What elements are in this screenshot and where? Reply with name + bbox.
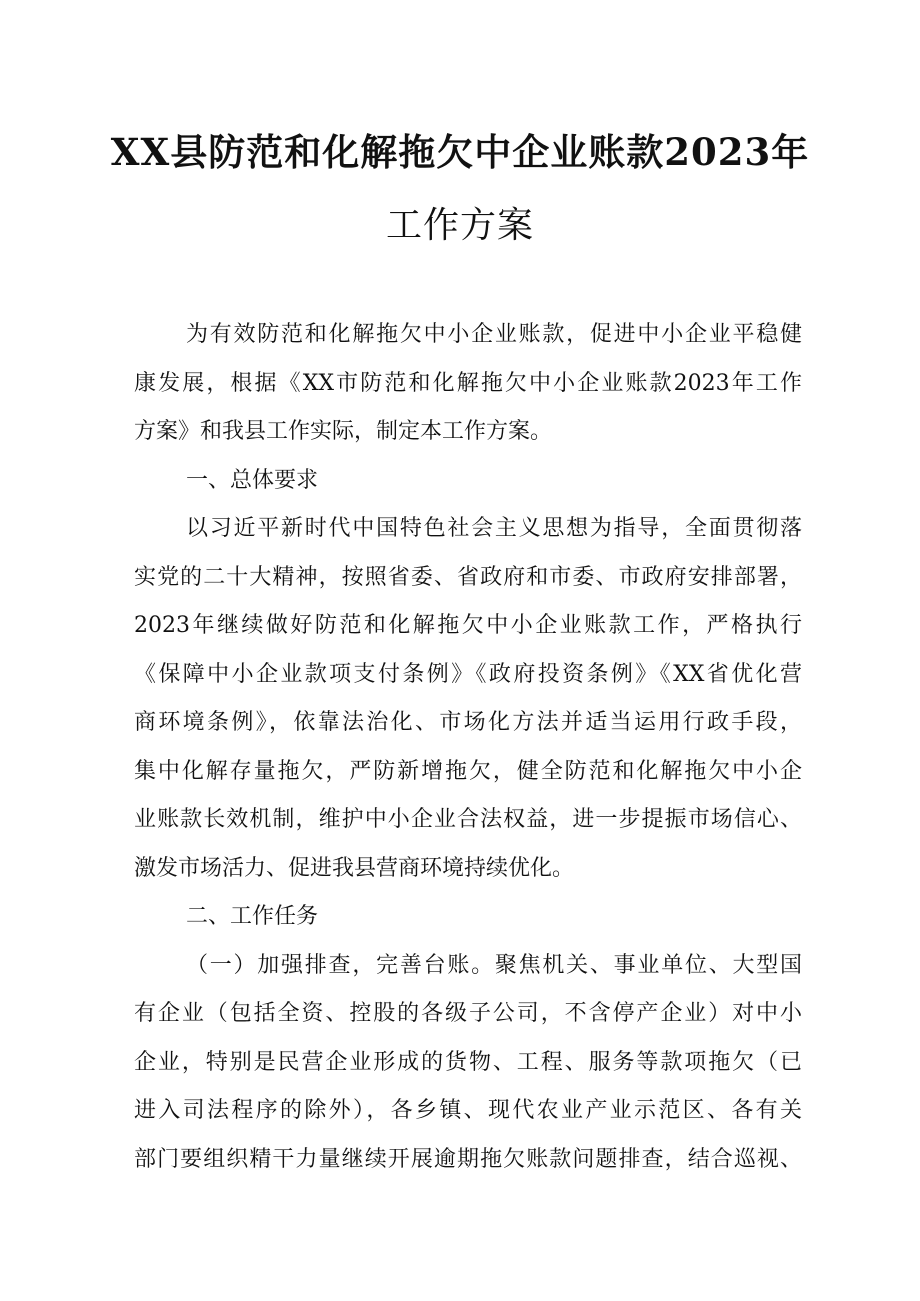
paragraph-2-line-5: 商环境条例》，依靠法治化、市场化方法并适当运用行政手段， bbox=[134, 710, 802, 735]
paragraph-3-line-4: 进入司法程序的除外），各乡镇、现代农业产业示范区、各有关 bbox=[134, 1098, 802, 1123]
paragraph-3-line-3: 企业，特别是民营企业形成的货物、工程、服务等款项拖欠（已 bbox=[134, 1049, 802, 1075]
paragraph-2-line-2: 实党的二十大精神，按照省委、省政府和市委、市政府安排部署， bbox=[134, 564, 802, 590]
paragraph-1-line-2: 康发展，根据《XX市防范和化解拖欠中小企业账款2023年工作 bbox=[134, 370, 802, 396]
section-heading-2: 二、工作任务 bbox=[186, 904, 319, 929]
paragraph-2-line-6: 集中化解存量拖欠，严防新增拖欠，健全防范和化解拖欠中小企 bbox=[134, 758, 802, 784]
section-heading-1: 一、总体要求 bbox=[186, 467, 319, 493]
paragraph-1-line-3: 方案》和我县工作实际，制定本工作方案。 bbox=[134, 419, 553, 444]
document-body bbox=[134, 311, 802, 1184]
paragraph-3-line-5: 部门要组织精干力量继续开展逾期拖欠账款问题排查，结合巡视、 bbox=[134, 1146, 802, 1172]
paragraph-2-line-7: 业账款长效机制，维护中小企业合法权益，进一步提振市场信心、 bbox=[134, 807, 802, 832]
paragraph-2-line-4: 《保障中小企业款项支付条例》《政府投资条例》《XX省优化营 bbox=[134, 661, 802, 687]
document-title-line-1: XX县防范和化解拖欠中企业账款2023年 bbox=[110, 130, 810, 174]
paragraph-3-line-2: 有企业（包括全资、控股的各级子公司，不含停产企业）对中小 bbox=[134, 1001, 802, 1026]
document-title-line-2: 工作方案 bbox=[385, 205, 534, 246]
paragraph-3-line-1: （一）加强排查，完善台账。聚焦机关、事业单位、大型国 bbox=[186, 952, 802, 978]
paragraph-2-line-3: 2023年继续做好防范和化解拖欠中小企业账款工作，严格执行 bbox=[134, 613, 802, 638]
paragraph-2-line-8: 激发市场活力、促进我县营商环境持续优化。 bbox=[134, 855, 575, 881]
paragraph-1-line-1: 为有效防范和化解拖欠中小企业账款，促进中小企业平稳健 bbox=[186, 322, 802, 347]
paragraph-2-line-1: 以习近平新时代中国特色社会主义思想为指导，全面贯彻落 bbox=[186, 516, 802, 541]
